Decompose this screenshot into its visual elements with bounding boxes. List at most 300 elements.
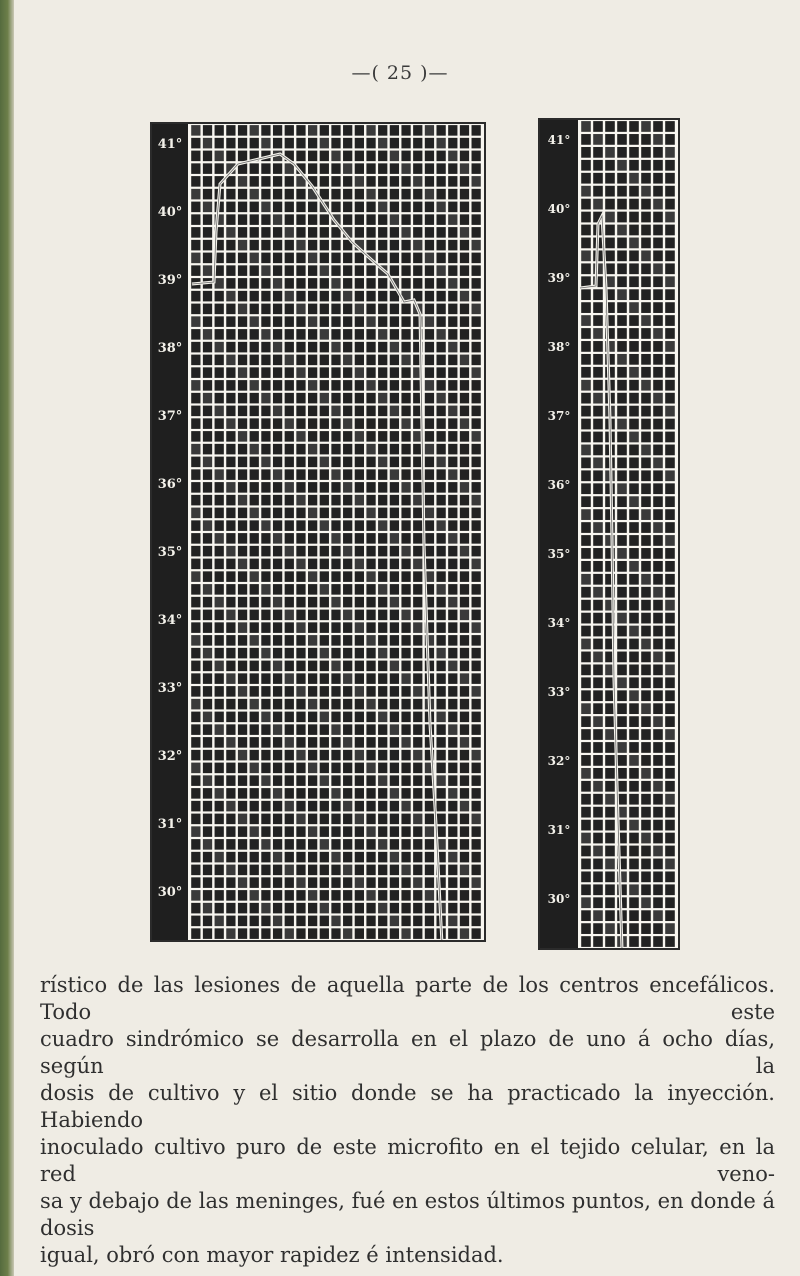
grid-cell [425,163,434,174]
grid-cell [629,470,639,481]
grid-cell [273,227,282,238]
grid-cell [460,189,469,200]
grid-cell [390,163,399,174]
grid-cell [215,673,224,684]
grid-cell [593,393,603,404]
grid-cell [378,367,387,378]
grid-cell [226,737,235,748]
grid-cell [226,253,235,264]
grid-cell [296,699,305,710]
grid-cell [641,393,651,404]
grid-cell [355,176,364,187]
grid-cell [653,781,663,792]
grid-cell [366,763,375,774]
grid-cell [413,546,422,557]
grid-cell [425,890,434,901]
grid-cell [308,865,317,876]
grid-cell [261,444,270,455]
grid-cell [617,600,627,611]
grid-cell [605,768,615,779]
grid-cell [296,890,305,901]
grid-cell [296,316,305,327]
grid-cell [413,865,422,876]
grid-cell [665,548,675,559]
grid-cell [355,202,364,213]
grid-cell [343,457,352,468]
grid-cell [593,587,603,598]
grid-cell [226,329,235,340]
grid-cell [653,250,663,261]
grid-cell [448,189,457,200]
grid-cell [355,903,364,914]
grid-cell [261,431,270,442]
grid-cell [250,699,259,710]
grid-cell [448,406,457,417]
grid-cell [390,788,399,799]
grid-cell [191,788,200,799]
grid-cell [191,482,200,493]
grid-cell [665,225,675,236]
grid-cell [308,699,317,710]
grid-cell [238,610,247,621]
grid-cell [261,469,270,480]
grid-cell [320,737,329,748]
grid-cell [273,342,282,353]
grid-cell [581,548,591,559]
grid-cell [413,227,422,238]
grid-cell [665,509,675,520]
grid-cell [238,635,247,646]
grid-cell [308,380,317,391]
grid-cell [390,227,399,238]
grid-cell [331,457,340,468]
grid-cell [425,814,434,825]
grid-cell [366,916,375,927]
grid-cell [273,355,282,366]
grid-cell [413,571,422,582]
grid-cell [226,214,235,225]
grid-cell [390,724,399,735]
grid-cell [238,202,247,213]
grid-cell [191,469,200,480]
temperature-tick-label: 38° [547,340,571,355]
grid-cell [308,304,317,315]
grid-cell [285,852,294,863]
grid-cell [617,574,627,585]
grid-cell [653,121,663,132]
grid-cell [250,865,259,876]
grid-cell [665,173,675,184]
grid-cell [448,686,457,697]
grid-cell [665,768,675,779]
grid-cell [250,877,259,888]
grid-cell [331,418,340,429]
grid-cell [366,291,375,302]
grid-cell [320,763,329,774]
grid-cell [436,508,445,519]
grid-cell [605,212,615,223]
grid-cell [273,202,282,213]
grid-cell [343,686,352,697]
grid-cell [238,788,247,799]
grid-cell [250,648,259,659]
grid-cell [413,265,422,276]
grid-cell [605,742,615,753]
grid-cell [472,176,481,187]
grid-cell [191,775,200,786]
grid-cell [605,238,615,249]
grid-cell [617,768,627,779]
grid-cell [581,522,591,533]
grid-cell [436,457,445,468]
grid-cell [629,846,639,857]
grid-cell [641,820,651,831]
grid-cell [390,597,399,608]
grid-cell [641,716,651,727]
grid-cell [320,826,329,837]
grid-cell [617,483,627,494]
grid-cell [250,406,259,417]
grid-cell [593,147,603,158]
grid-cell [273,801,282,812]
grid-cell [581,263,591,274]
grid-cell [390,189,399,200]
grid-cell [581,147,591,158]
grid-cell [331,724,340,735]
grid-cell [665,742,675,753]
grid-cell [296,457,305,468]
grid-cell [472,227,481,238]
grid-cell [355,597,364,608]
grid-cell [390,699,399,710]
grid-cell [629,716,639,727]
grid-cell [308,584,317,595]
grid-cell [296,839,305,850]
grid-cell [629,483,639,494]
grid-cell [285,214,294,225]
grid-cell [215,661,224,672]
grid-cell [238,431,247,442]
grid-cell [593,315,603,326]
grid-cell [641,535,651,546]
grid-cell [355,724,364,735]
grid-cell [331,520,340,531]
grid-cell [331,622,340,633]
grid-cell [653,341,663,352]
grid-cell [320,342,329,353]
grid-cell [617,289,627,300]
grid-cell [436,367,445,378]
grid-cell [273,278,282,289]
grid-cell [617,664,627,675]
grid-cell [448,877,457,888]
grid-cell [308,265,317,276]
grid-cell [413,686,422,697]
grid-cell [355,763,364,774]
grid-cell [343,253,352,264]
grid-cell [665,380,675,391]
grid-cell [285,202,294,213]
grid-cell [343,673,352,684]
grid-cell [238,661,247,672]
grid-cell [366,329,375,340]
grid-cell [593,380,603,391]
grid-cell [226,278,235,289]
grid-cell [308,533,317,544]
grid-cell [665,457,675,468]
grid-cell [641,121,651,132]
grid-cell [436,482,445,493]
grid-cell [641,846,651,857]
grid-cell [215,406,224,417]
grid-cell [629,677,639,688]
grid-cell [238,686,247,697]
grid-cell [593,419,603,430]
grid-cell [355,482,364,493]
grid-cell [472,584,481,595]
grid-cell [436,775,445,786]
grid-cell [296,712,305,723]
grid-cell [215,355,224,366]
grid-cell [617,522,627,533]
grid-cell [296,928,305,939]
grid-cell [261,342,270,353]
grid-cell [378,291,387,302]
grid-cell [665,121,675,132]
grid-cell [320,316,329,327]
grid-cell [593,613,603,624]
grid-cell [472,673,481,684]
grid-cell [331,495,340,506]
grid-cell [320,329,329,340]
grid-cell [425,482,434,493]
grid-cell [203,673,212,684]
grid-cell [285,278,294,289]
grid-cell [191,444,200,455]
grid-cell [226,916,235,927]
grid-cell [460,826,469,837]
grid-cell [191,393,200,404]
grid-cell [226,852,235,863]
grid-cell [413,559,422,570]
grid-cell [581,897,591,908]
grid-cell [250,890,259,901]
grid-cell [261,699,270,710]
grid-cell [320,648,329,659]
grid-cell [203,163,212,174]
grid-cell [460,253,469,264]
grid-cell [460,342,469,353]
grid-cell [296,355,305,366]
grid-cell [261,916,270,927]
grid-cell [472,355,481,366]
grid-cell [261,750,270,761]
grid-cell [425,406,434,417]
grid-cell [343,189,352,200]
grid-cell [238,852,247,863]
grid-cell [343,814,352,825]
grid-cell [378,176,387,187]
grid-cell [343,737,352,748]
grid-cell [665,496,675,507]
grid-cell [653,432,663,443]
grid-cell [390,125,399,136]
grid-cell [665,535,675,546]
grid-cell [401,635,410,646]
grid-cell [581,160,591,171]
grid-cell [617,496,627,507]
grid-cell [273,610,282,621]
grid-cell [250,138,259,149]
grid-cell [617,160,627,171]
grid-cell [238,189,247,200]
grid-cell [355,661,364,672]
grid-cell [331,253,340,264]
grid-cell [390,928,399,939]
grid-cell [191,571,200,582]
grid-cell [296,648,305,659]
grid-cell [226,928,235,939]
grid-cell [285,865,294,876]
grid-cell [641,755,651,766]
grid-cell [331,903,340,914]
grid-cell [378,125,387,136]
grid-cell [273,635,282,646]
grid-cell [296,227,305,238]
grid-cell [215,699,224,710]
grid-cell [203,839,212,850]
grid-cell [378,635,387,646]
grid-cell [605,134,615,145]
grid-cell [191,406,200,417]
grid-cell [641,315,651,326]
grid-cell [343,176,352,187]
grid-cell [320,457,329,468]
grid-cell [617,186,627,197]
grid-cell [448,597,457,608]
grid-cell [436,138,445,149]
grid-cell [366,342,375,353]
grid-cell [593,626,603,637]
grid-cell [436,533,445,544]
grid-cell [308,750,317,761]
grid-cell [366,457,375,468]
grid-cell [653,315,663,326]
grid-cell [261,482,270,493]
grid-cell [285,673,294,684]
grid-cell [629,121,639,132]
grid-cell [285,125,294,136]
temperature-chart-left [150,122,486,942]
grid-cell [366,278,375,289]
grid-cell [653,677,663,688]
grid-cell [448,839,457,850]
grid-cell [343,329,352,340]
grid-cell [250,265,259,276]
grid-cell [320,571,329,582]
grid-cell [296,775,305,786]
grid-cell [390,750,399,761]
grid-cell [472,622,481,633]
grid-cell [308,788,317,799]
grid-cell [226,380,235,391]
grid-cell [401,508,410,519]
grid-cell [191,610,200,621]
grid-cell [472,431,481,442]
grid-cell [460,584,469,595]
grid-cell [273,673,282,684]
grid-cell [653,548,663,559]
grid-cell [273,214,282,225]
grid-cell [191,316,200,327]
grid-cell [472,571,481,582]
grid-cell [215,852,224,863]
grid-cell [581,496,591,507]
grid-cell [460,457,469,468]
grid-cell [425,546,434,557]
grid-cell [390,903,399,914]
grid-cell [215,737,224,748]
grid-cell [320,163,329,174]
grid-cell [250,495,259,506]
grid-cell [215,916,224,927]
grid-cell [273,125,282,136]
grid-cell [273,699,282,710]
grid-cell [296,304,305,315]
grid-cell [378,788,387,799]
grid-cell [355,291,364,302]
grid-cell [472,890,481,901]
grid-cell [238,291,247,302]
grid-cell [203,253,212,264]
grid-cell [641,341,651,352]
grid-cell [617,652,627,663]
grid-cell [215,622,224,633]
grid-cell [250,202,259,213]
grid-cell [366,865,375,876]
grid-cell [605,225,615,236]
grid-cell [355,189,364,200]
grid-cell [378,712,387,723]
grid-cell [460,890,469,901]
grid-cell [641,703,651,714]
grid-cell [355,431,364,442]
grid-cell [191,916,200,927]
grid-cell [460,444,469,455]
grid-cell [343,508,352,519]
grid-cell [215,329,224,340]
grid-cell [665,406,675,417]
grid-cell [641,212,651,223]
grid-cell [425,877,434,888]
grid-cell [331,928,340,939]
grid-cell [629,289,639,300]
grid-cell [273,304,282,315]
grid-cell [238,240,247,251]
grid-cell [413,482,422,493]
grid-cell [191,214,200,225]
grid-cell [448,469,457,480]
grid-cell [665,884,675,895]
grid-cell [641,276,651,287]
grid-cell [320,610,329,621]
grid-cell [593,535,603,546]
grid-cell [215,597,224,608]
grid-cell [401,673,410,684]
grid-cell [629,664,639,675]
grid-cell [238,520,247,531]
grid-cell [378,622,387,633]
